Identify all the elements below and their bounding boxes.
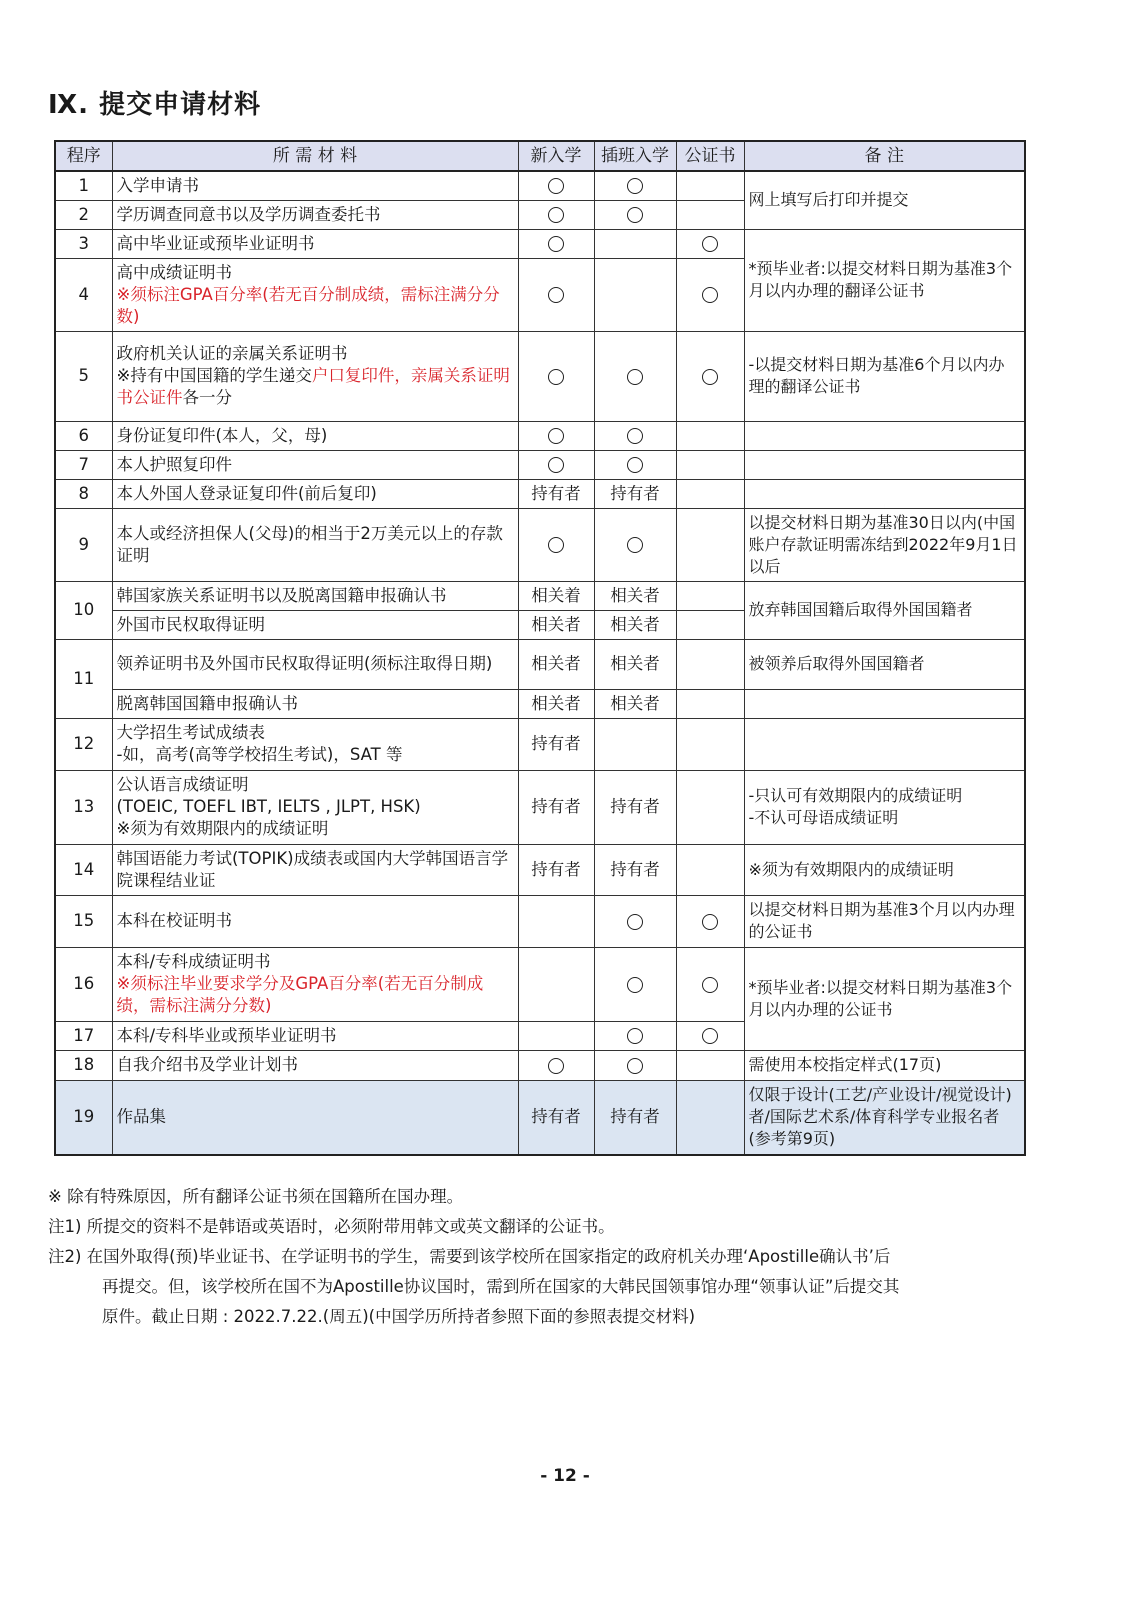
mark-text: 相关着 [518,581,594,610]
circle-mark-icon [702,236,718,252]
material-note [117,365,514,409]
table-header-row [55,141,1025,171]
mark-text: 持有者 [594,770,676,844]
material: 韩国家族关系证明书以及脱离国籍申报确认书 [112,581,518,610]
circle-mark-icon [627,1028,643,1044]
table-row [55,947,1025,1021]
circle-mark-icon [548,428,564,444]
material: 本人护照复印件 [112,450,518,479]
material-text: 公认语言成绩证明 [116,775,249,794]
circle-mark-icon [627,977,643,993]
footnote: 注1) 所提交的资料不是韩语或英语时，必须附带用韩文或英文翻译的公证书。 [48,1217,615,1236]
circle-mark-icon [627,914,643,930]
circle-mark-icon [548,287,564,303]
remark: ※须为有效期限内的成绩证明 [744,844,1025,895]
table-row [55,895,1025,947]
material: 作品集 [112,1080,518,1155]
material-note: -如，高考(高等学校招生考试)，SAT 等 [116,745,403,764]
table-row [55,844,1025,895]
circle-mark-icon [548,1058,564,1074]
table-row [55,639,1025,689]
material-text: 政府机关认证的亲属关系证明书 [116,344,348,363]
table-row [55,770,1025,844]
circle-mark-icon [627,457,643,473]
row-no: 2 [55,200,112,229]
material [112,258,518,331]
remark-line: -只认可有效期限内的成绩证明 [748,786,963,805]
circle-mark-icon [702,914,718,930]
material: 身份证复印件(本人，父，母) [112,421,518,450]
note-part: ※持有中国国籍的学生递交 [116,366,312,385]
footnotes [48,1182,899,1332]
table-row [55,1080,1025,1155]
remark: -以提交材料日期为基准6个月以内办理的翻译公证书 [744,331,1025,421]
remark: *预毕业者:以提交材料日期为基准3个月以内办理的公证书 [744,947,1025,1050]
remark: 网上填写后打印并提交 [744,171,1025,229]
row-no: 15 [55,895,112,947]
row-no: 19 [55,1080,112,1155]
circle-mark-icon [702,369,718,385]
row-no: 14 [55,844,112,895]
material: 自我介绍书及学业计划书 [112,1050,518,1080]
circle-mark-icon [548,537,564,553]
table-row [55,689,1025,718]
circle-mark-icon [702,287,718,303]
row-no: 3 [55,229,112,258]
mark-text: 相关者 [518,610,594,639]
mark-text: 持有者 [518,770,594,844]
material: 本科在校证明书 [112,895,518,947]
table-row [55,508,1025,581]
mark-text: 持有者 [594,844,676,895]
note-part-red: 户口复印件，亲属关系证明书公证件 [116,366,510,407]
row-no: 8 [55,479,112,508]
material [112,770,518,844]
row-no: 17 [55,1021,112,1050]
material-note: ※须标注GPA百分率(若无百分制成绩，需标注满分分数) [116,284,500,326]
circle-mark-icon [627,207,643,223]
material-note: ※须标注毕业要求学分及GPA百分率(若无百分制成绩，需标注满分分数) [116,974,484,1015]
material: 韩国语能力考试(TOPIK)成绩表或国内大学韩国语言学院课程结业证 [112,844,518,895]
circle-mark-icon [702,977,718,993]
mark-text: 相关者 [518,639,594,689]
row-no: 5 [55,331,112,421]
table-row [55,718,1025,770]
material: 高中毕业证或预毕业证明书 [112,229,518,258]
material [112,947,518,1021]
table-row [55,229,1025,258]
remark: 放弃韩国国籍后取得外国国籍者 [744,581,1025,639]
header-notary: 公证书 [676,141,744,171]
remark: 需使用本校指定样式(17页) [744,1050,1025,1080]
mark-text: 持有者 [518,844,594,895]
mark-text: 相关者 [594,639,676,689]
header-new: 新入学 [518,141,594,171]
section-title: Ⅸ. 提交申请材料 [48,90,262,120]
header-remark: 备 注 [744,141,1025,171]
row-no: 4 [55,258,112,331]
mark-text: 相关者 [594,610,676,639]
circle-mark-icon [627,537,643,553]
note-part: 各一分 [182,388,232,407]
mark-text: 相关者 [518,689,594,718]
circle-mark-icon [548,207,564,223]
material: 本人外国人登录证复印件(前后复印) [112,479,518,508]
circle-mark-icon [548,457,564,473]
row-no: 18 [55,1050,112,1080]
material [112,331,518,421]
mark-text: 持有者 [594,479,676,508]
footnote-continued: 原件。截止日期 : 2022.7.22.(周五)(中国学历所持者参照下面的参照表提交材料) [102,1307,696,1326]
circle-mark-icon [627,178,643,194]
material-note: (TOEIC, TOEFL IBT, IELTS , JLPT, HSK) [116,797,421,816]
footnote-continued: 再提交。但，该学校所在国不为Apostille协议国时，需到所在国家的大韩民国领事馆办理“领事认证”后提交其 [102,1277,900,1296]
table-row [55,1050,1025,1080]
row-no: 1 [55,171,112,200]
circle-mark-icon [548,236,564,252]
remark: 被领养后取得外国国籍者 [744,639,1025,689]
remark: *预毕业者:以提交材料日期为基准3个月以内办理的翻译公证书 [744,229,1025,331]
material: 领养证明书及外国市民权取得证明(须标注取得日期) [112,639,518,689]
page-number: - 12 - [540,1466,590,1486]
circle-mark-icon [627,369,643,385]
row-no: 11 [55,639,112,718]
table-row [55,171,1025,200]
mark-text: 相关者 [594,581,676,610]
remark: 以提交材料日期为基准30日以内(中国账户存款证明需冻结到2022年9月1日以后 [744,508,1025,581]
row-no: 10 [55,581,112,639]
material-text: 本科/专科成绩证明书 [116,952,271,971]
material: 本科/专科毕业或预毕业证明书 [112,1021,518,1050]
row-no: 6 [55,421,112,450]
material: 本人或经济担保人(父母)的相当于2万美元以上的存款证明 [112,508,518,581]
table-row [55,331,1025,421]
mark-text: 持有者 [518,718,594,770]
footnote: 注2) 在国外取得(预)毕业证书、在学证明书的学生，需要到该学校所在国家指定的政府机关办理‘Apostille确认书’后 [48,1247,891,1266]
material: 外国市民权取得证明 [112,610,518,639]
material-text: 高中成绩证明书 [116,262,232,282]
row-no: 13 [55,770,112,844]
table-row [55,421,1025,450]
material-note: ※须为有效期限内的成绩证明 [116,819,329,838]
remark: 以提交材料日期为基准3个月以内办理的公证书 [744,895,1025,947]
row-no: 9 [55,508,112,581]
remark-line: -不认可母语成绩证明 [748,808,899,827]
mark-text: 持有者 [594,1080,676,1155]
material: 学历调查同意书以及学历调查委托书 [112,200,518,229]
circle-mark-icon [627,428,643,444]
header-no: 程序 [55,141,112,171]
material-text: 大学招生考试成绩表 [116,723,265,742]
circle-mark-icon [548,178,564,194]
footnote: ※ 除有特殊原因，所有翻译公证书须在国籍所在国办理。 [48,1187,464,1206]
row-no: 16 [55,947,112,1021]
header-transfer: 插班入学 [594,141,676,171]
table-row [55,450,1025,479]
material: 入学申请书 [112,171,518,200]
row-no: 12 [55,718,112,770]
table-row [55,581,1025,610]
mark-text: 持有者 [518,1080,594,1155]
circle-mark-icon [702,1028,718,1044]
mark-text: 持有者 [518,479,594,508]
row-no: 7 [55,450,112,479]
remark [744,770,1025,844]
mark-text: 相关者 [594,689,676,718]
material [112,718,518,770]
table-row [55,479,1025,508]
circle-mark-icon [627,1058,643,1074]
remark: 仅限于设计(工艺/产业设计/视觉设计)者/国际艺术系/体育科学专业报名者(参考第9页) [744,1080,1025,1155]
circle-mark-icon [548,369,564,385]
required-materials-table [54,140,1026,1156]
material: 脱离韩国国籍申报确认书 [112,689,518,718]
header-material: 所 需 材 料 [112,141,518,171]
